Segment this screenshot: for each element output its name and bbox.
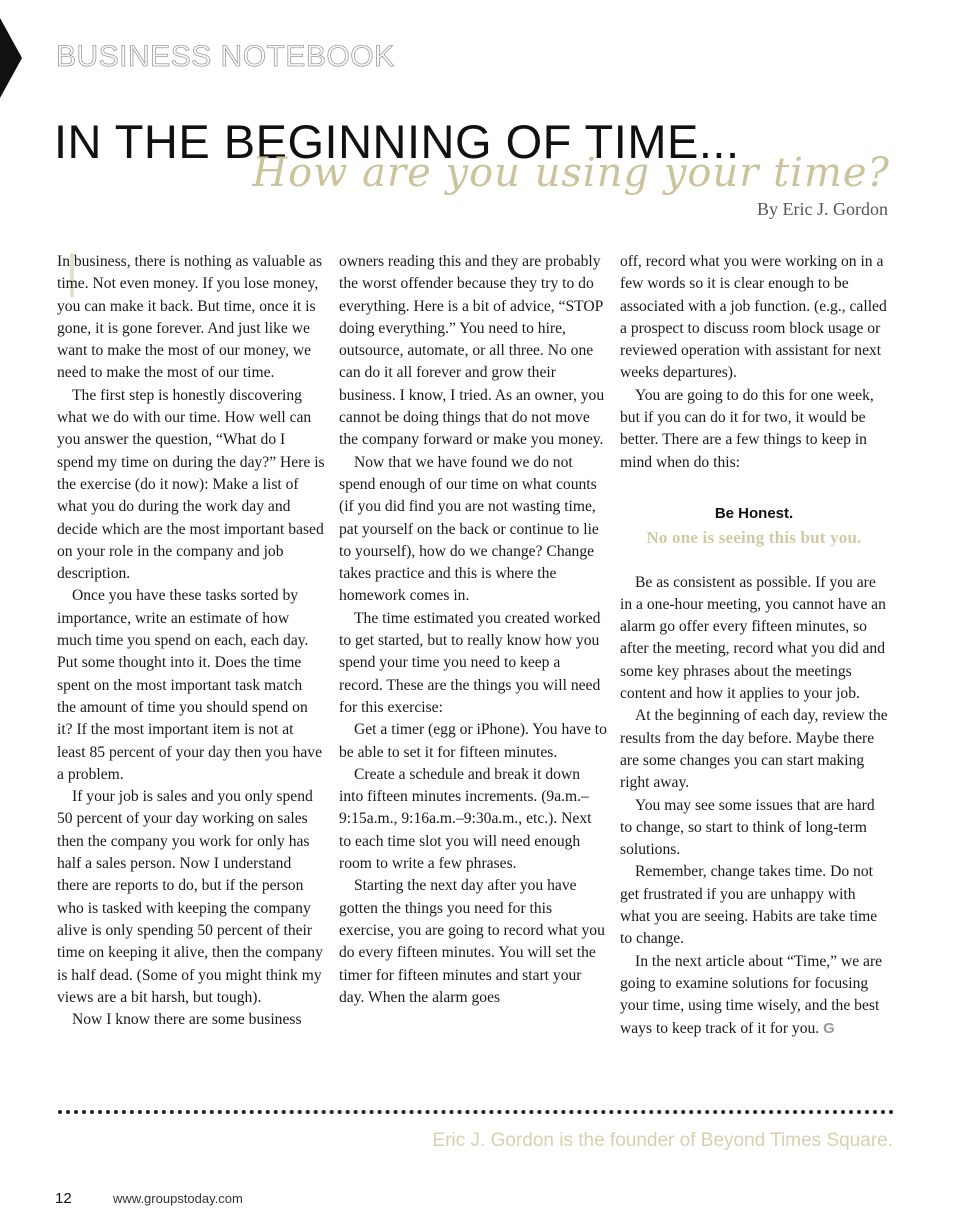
- paragraph: Be as consistent as possible. If you are in a one-hour meeting, you cannot have an alarm go offer every fifteen minutes, so after the meeting, record what you did and some key phrases about the meetings content and how it applies to your job.: [620, 573, 886, 703]
- paragraph: Create a schedule and break it down into fifteen minutes increments. (9a.m.–9:15a.m., 9:16a.m.–9:30a.m., etc.). Next to each time slot you will need enough room to write a few phrases.: [339, 765, 592, 873]
- paragraph: Starting the next day after you have gotten the things you need for this exercise, you are going to record what you do every fifteen minutes. You will set the timer for fifteen minutes and start your day. When the alarm goes: [339, 877, 605, 1006]
- paragraph: If your job is sales and you only spend 50 percent of your day working on sales then the company you work for only has half a sales person. Now I understand there are reports to do, but if the person who is tasked with keeping the company alive is only spending 50 percent of their time on keeping it alive, then the company is half dead. (Some of you might think my views are a bit harsh, but tough).: [57, 788, 323, 1006]
- paragraph: Remember, change takes time. Do not get frustrated if you are unhappy with what you are seeing. Habits are take time to change.: [620, 863, 878, 948]
- callout-title: Be Honest.: [714, 504, 794, 522]
- byline: By Eric J. Gordon: [757, 199, 888, 219]
- article-column-2: [339, 251, 607, 1009]
- paragraph: The time estimated you created worked to get started, but to really know how you spend your time you need to keep a record. These are the things you will need for this exercise:: [339, 609, 601, 716]
- author-bio: Eric J. Gordon is the founder of Beyond Times Square.: [432, 1130, 893, 1151]
- paragraph: At the beginning of each day, review the results from the day before. Maybe there are some changes you can start making right away.: [620, 707, 888, 792]
- paragraph: Once you have these tasks sorted by importance, write an estimate of how much time you spend on each, each day. Put some thought into it. Does the time spent on the most important task match the amount of time you should spend on it? If the most important item is not at least 85 percent of your day then you have a problem.: [57, 587, 323, 783]
- paragraph: You may see some issues that are hard to change, so start to think of long-term solutions.: [620, 796, 875, 859]
- headline: IN THE BEGINNING OF TIME...: [54, 115, 740, 168]
- paragraph: The first step is honestly discovering what we do with our time. How well can you answer the question, “What do I spend my time on during the day?” Here is the exercise (do it now): Make a list of what you do during the work day and decide which are the most important based on your role in the company and job description.: [57, 386, 325, 583]
- page-number: 12: [55, 1190, 72, 1207]
- paragraph-last: [620, 951, 888, 1040]
- paragraph: owners reading this and they are probably the worst offender because they try to do everything. Here is a bit of advice, “STOP doing everything.” You need to hire, outsource, automate, or all three. No one can do it all forever and grow their business. I know, I tried. As an owner, you cannot be doing things that do not move the company forward or make you money.: [339, 253, 605, 449]
- paragraph: Now I know there are some business: [72, 1011, 302, 1029]
- article-column-1: [57, 251, 325, 1031]
- section-label: BUSINESS NOTEBOOK: [56, 40, 395, 73]
- dotted-divider: [58, 1110, 894, 1114]
- paragraph: off, record what you were working on in a few words so it is clear enough to be associated with a job function. (e.g., called a prospect to discuss room block usage or reviewed operation with assistant for next weeks departures).: [620, 253, 887, 382]
- paragraph: In business, there is nothing as valuable as time. Not even money. If you lose money, you can make it back. But time, once it is gone, it is gone forever. And just like we want to make the most of our money, we need to make the most of our time.: [57, 253, 323, 382]
- paragraph: Get a timer (egg or iPhone). You have to be able to set it for fifteen minutes.: [339, 721, 607, 761]
- end-mark-icon: G: [823, 1019, 835, 1037]
- paragraph: You are going to do this for one week, but if you can do it for two, it would be better. There are a few things to keep in mind when do this:: [620, 386, 874, 471]
- callout-text: No one is seeing this but you.: [646, 528, 862, 548]
- corner-arrow-mark: [0, 18, 22, 98]
- paragraph: Now that we have found we do not spend enough of our time on what counts (if you did find you are not wasting time, pat yourself on the back or continue to lie to yourself), how do we change? Change takes practice and this is where the homework comes in.: [339, 453, 599, 605]
- site-url: www.groupstoday.com: [113, 1191, 243, 1206]
- article-column-3: [620, 251, 888, 1040]
- paragraph-last-text: In the next article about “Time,” we are going to examine solutions for focusing your time, using time wisely, and the best ways to keep track of it for you.: [620, 952, 883, 1037]
- subhead: How are you using your time?: [252, 150, 890, 196]
